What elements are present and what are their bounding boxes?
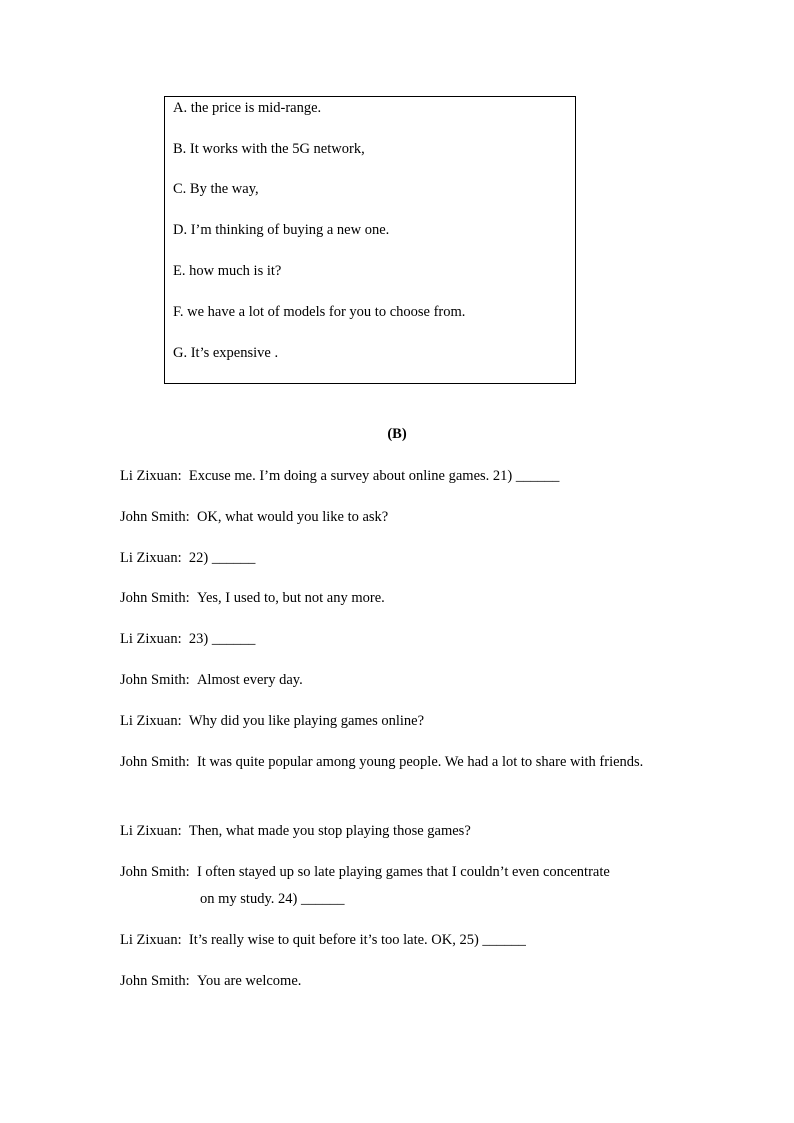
options-box	[164, 96, 576, 384]
speaker-label: Li Zixuan:	[120, 468, 182, 484]
dialogue-line	[120, 468, 559, 485]
line-text: You are welcome.	[196, 973, 302, 989]
line-text: Yes, I used to, but not any more.	[196, 590, 385, 606]
line-text: OK, what would you like to ask?	[196, 509, 389, 525]
dialogue-line	[120, 631, 255, 648]
dialogue-line	[120, 590, 385, 607]
line-text: Almost every day.	[196, 672, 303, 688]
speaker-label: Li Zixuan:	[120, 631, 182, 647]
line-text: It was quite popular among young people. We had a lot to share with friends.	[196, 754, 644, 770]
dialogue-line	[120, 864, 610, 881]
dialogue-line	[120, 550, 255, 567]
line-text: 22) ______	[188, 550, 256, 566]
option-f: F. we have a lot of models for you to choose from.	[173, 304, 466, 320]
speaker-label: Li Zixuan:	[120, 932, 182, 948]
dialogue-line	[120, 973, 301, 990]
option-d: D. I’m thinking of buying a new one.	[173, 222, 390, 238]
option-c: C. By the way,	[173, 181, 259, 197]
dialogue-line	[120, 823, 471, 840]
section-heading: (B)	[387, 426, 407, 442]
option-b: B. It works with the 5G network,	[173, 141, 365, 157]
speaker-label: John Smith:	[120, 864, 190, 880]
speaker-label: Li Zixuan:	[120, 823, 182, 839]
line-text: 23) ______	[188, 631, 256, 647]
line-text: Then, what made you stop playing those games?	[188, 823, 471, 839]
line-text: I often stayed up so late playing games that I couldn’t even concentrate	[196, 864, 610, 880]
option-a: A. the price is mid-range.	[173, 100, 322, 116]
line-text: It’s really wise to quit before it’s too late. OK, 25) ______	[188, 932, 526, 948]
dialogue-line-wrapped	[120, 748, 670, 776]
dialogue-continuation: on my study. 24) ______	[200, 891, 345, 907]
dialogue-line	[120, 672, 303, 689]
line-text: Excuse me. I’m doing a survey about online games. 21) ______	[188, 468, 560, 484]
speaker-label: John Smith:	[120, 590, 190, 606]
speaker-label: John Smith:	[120, 973, 190, 989]
option-e: E. how much is it?	[173, 263, 282, 279]
dialogue-line	[120, 509, 388, 526]
speaker-label: Li Zixuan:	[120, 713, 182, 729]
speaker-label: John Smith:	[120, 672, 190, 688]
speaker-label: John Smith:	[120, 754, 190, 770]
dialogue-line	[120, 713, 424, 730]
option-g: G. It’s expensive .	[173, 345, 279, 361]
speaker-label: Li Zixuan:	[120, 550, 182, 566]
line-text: Why did you like playing games online?	[188, 713, 425, 729]
speaker-label: John Smith:	[120, 509, 190, 525]
dialogue-line	[120, 932, 526, 949]
